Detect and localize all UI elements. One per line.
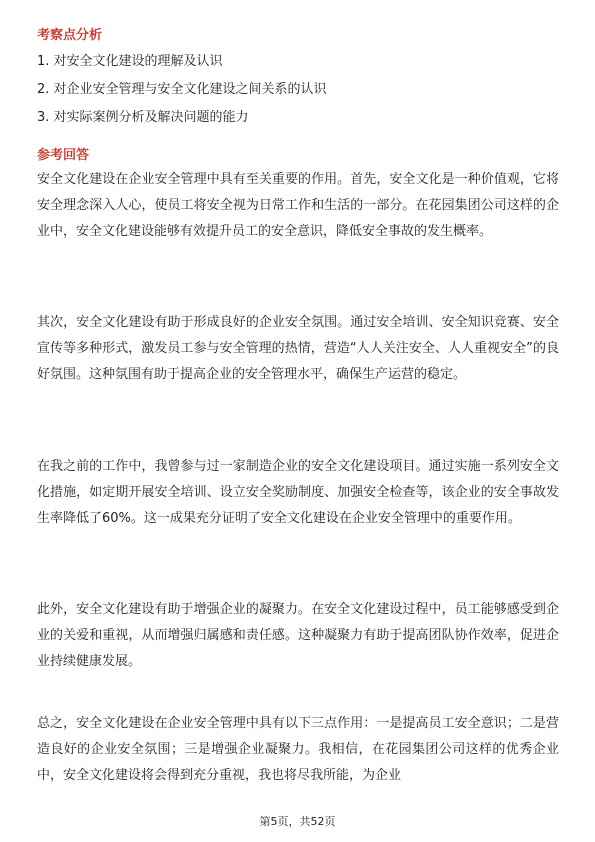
answer-paragraph-2: 其次，安全文化建设有助于形成良好的企业安全氛围。通过安全培训、安全知识竞赛、安全宣传等多种形式，激发员工参与安全管理的热情，营造“人人关注安全、人人重视安全”的良好氛围。这种氛围有助于提高企业的安全管理水平，确保生产运营的稳定。 (37, 315, 559, 382)
answer-paragraph-4: 此外，安全文化建设有助于增强企业的凝聚力。在安全文化建设过程中，员工能够感受到企业的关爱和重视，从而增强归属感和责任感。这种凝聚力有助于提高团队协作效率，促进企业持续健康发展。 (37, 602, 559, 669)
answer-paragraph-3: 在我之前的工作中，我曾参与过一家制造企业的安全文化建设项目。通过实施一系列安全文化措施，如定期开展安全培训、设立安全奖励制度、加强安全检查等，该企业的安全事故发生率降低了60%。这一成果充分证明了安全文化建设在企业安全管理中的重要作用。 (37, 459, 559, 526)
analysis-item-2: 2. 对企业安全管理与安全文化建设之间关系的认识 (37, 82, 327, 97)
analysis-heading: 考察点分析 (37, 28, 103, 43)
answer-paragraph-1: 安全文化建设在企业安全管理中具有至关重要的作用。首先，安全文化是一种价值观，它将安全理念深入人心，使员工将安全视为日常工作和生活的一部分。在花园集团公司这样的企业中，安全文化建设能够有效提升员工的安全意识，降低安全事故的发生概率。 (37, 172, 559, 239)
answer-paragraph-5: 总之，安全文化建设在企业安全管理中具有以下三点作用：一是提高员工安全意识；二是营造良好的企业安全氛围；三是增强企业凝聚力。我相信，在花园集团公司这样的优秀企业中，安全文化建设将会得到充分重视，我也将尽我所能，为企业 (37, 716, 559, 783)
analysis-item-3: 3. 对实际案例分析及解决问题的能力 (37, 110, 249, 125)
page-indicator: 第5页，共52页 (259, 815, 336, 828)
analysis-item-1: 1. 对安全文化建设的理解及认识 (37, 54, 223, 69)
answer-heading: 参考回答 (37, 148, 90, 163)
